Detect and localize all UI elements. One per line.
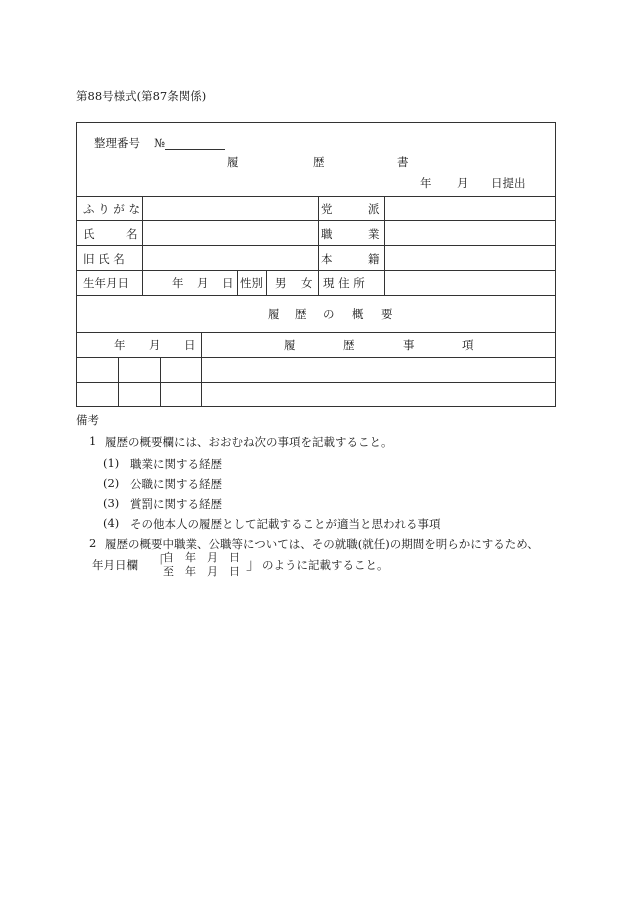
- submit-year-label: 年: [420, 176, 432, 190]
- resume-form-table: [76, 122, 556, 407]
- note-1-number: 1: [89, 434, 97, 448]
- note-sub-number: (1): [103, 456, 120, 470]
- col-year-header: 年: [114, 338, 126, 352]
- title-char-3: 書: [397, 155, 409, 169]
- note-2-number: 2: [89, 536, 97, 550]
- from-date-row: 自 年 月 日: [163, 551, 240, 564]
- seiri-label: 整理番号: [94, 136, 140, 150]
- col-items-header-1: 履: [284, 338, 296, 352]
- form-number-label: 第88号様式(第87条関係): [76, 89, 207, 103]
- furigana-label: ふ り が な: [83, 202, 140, 216]
- history-day-cell[interactable]: [161, 358, 200, 381]
- col-month-header: 月: [149, 338, 161, 352]
- summary-title-char-5: 要: [381, 307, 393, 321]
- name-field[interactable]: [143, 221, 317, 244]
- birth-year-label: 年: [172, 276, 184, 290]
- name-label-2: 名: [126, 227, 138, 241]
- history-item-cell[interactable]: [202, 358, 554, 381]
- divider: [318, 196, 319, 295]
- domicile-field[interactable]: [385, 246, 554, 269]
- history-item-cell[interactable]: [202, 383, 554, 406]
- name-label-1: 氏: [83, 227, 95, 241]
- former-name-label: 旧 氏 名: [83, 252, 125, 266]
- occupation-field[interactable]: [385, 221, 554, 244]
- note-sub-number: (2): [103, 476, 120, 490]
- divider: [77, 332, 555, 333]
- note-sub-text: その他本人の履歴として記載することが適当と思われる事項: [130, 517, 441, 531]
- divider: [266, 270, 267, 295]
- sex-male-option[interactable]: 男: [275, 276, 287, 290]
- open-bracket-glyph: 「: [151, 553, 167, 571]
- party-field[interactable]: [385, 197, 554, 219]
- sex-female-option[interactable]: 女: [301, 276, 313, 290]
- col-items-header-4: 項: [462, 338, 474, 352]
- party-label-1: 党: [321, 202, 333, 216]
- summary-title-char-2: 歴: [295, 307, 307, 321]
- submit-day-label: 日提出: [491, 176, 526, 190]
- birth-date-label: 生年月日: [83, 276, 129, 290]
- note-2-cont-suffix: のように記載すること。: [262, 558, 389, 572]
- summary-title-char-4: 概: [352, 307, 364, 321]
- history-year-cell[interactable]: [77, 358, 117, 381]
- birth-day-label: 日: [222, 276, 234, 290]
- note-sub-number: (3): [103, 496, 120, 510]
- note-2-text: 履歴の概要中職業、公職等については、その就職(就任)の期間を明らかにするため、: [105, 537, 539, 551]
- title-char-2: 歴: [313, 155, 325, 169]
- summary-title-char-3: の: [323, 307, 335, 321]
- furigana-field[interactable]: [143, 197, 317, 219]
- seiri-number-underline[interactable]: [165, 149, 225, 150]
- party-label-2: 派: [368, 202, 380, 216]
- note-1-text: 履歴の概要欄には、おおむね次の事項を記載すること。: [105, 435, 393, 449]
- note-sub-text: 賞罰に関する経歴: [130, 497, 222, 511]
- divider: [237, 270, 238, 295]
- divider: [77, 295, 555, 296]
- col-day-header: 日: [184, 338, 196, 352]
- note-sub-number: (4): [103, 516, 120, 530]
- history-month-cell[interactable]: [119, 358, 159, 381]
- sex-label: 性別: [240, 276, 263, 290]
- no-label: №: [154, 136, 165, 150]
- history-year-cell[interactable]: [77, 383, 117, 406]
- history-day-cell[interactable]: [161, 383, 200, 406]
- domicile-label-1: 本: [321, 252, 333, 266]
- submit-month-label: 月: [457, 176, 469, 190]
- address-label: 現 住 所: [323, 276, 365, 290]
- address-field[interactable]: [385, 271, 554, 294]
- notes-heading: 備考: [76, 413, 99, 427]
- summary-title-char-1: 履: [268, 307, 280, 321]
- occupation-label-1: 職: [321, 227, 333, 241]
- close-bracket-glyph: 」: [246, 555, 262, 573]
- former-name-field[interactable]: [143, 246, 317, 269]
- history-month-cell[interactable]: [119, 383, 159, 406]
- occupation-label-2: 業: [368, 227, 380, 241]
- note-sub-text: 公職に関する経歴: [130, 477, 222, 491]
- birth-month-label: 月: [197, 276, 209, 290]
- domicile-label-2: 籍: [368, 252, 380, 266]
- col-items-header-3: 事: [403, 338, 415, 352]
- note-2-cont-prefix: 年月日欄: [92, 558, 138, 572]
- title-char-1: 履: [227, 155, 239, 169]
- note-sub-text: 職業に関する経歴: [130, 457, 222, 471]
- col-items-header-2: 歴: [343, 338, 355, 352]
- to-date-row: 至 年 月 日: [163, 565, 240, 578]
